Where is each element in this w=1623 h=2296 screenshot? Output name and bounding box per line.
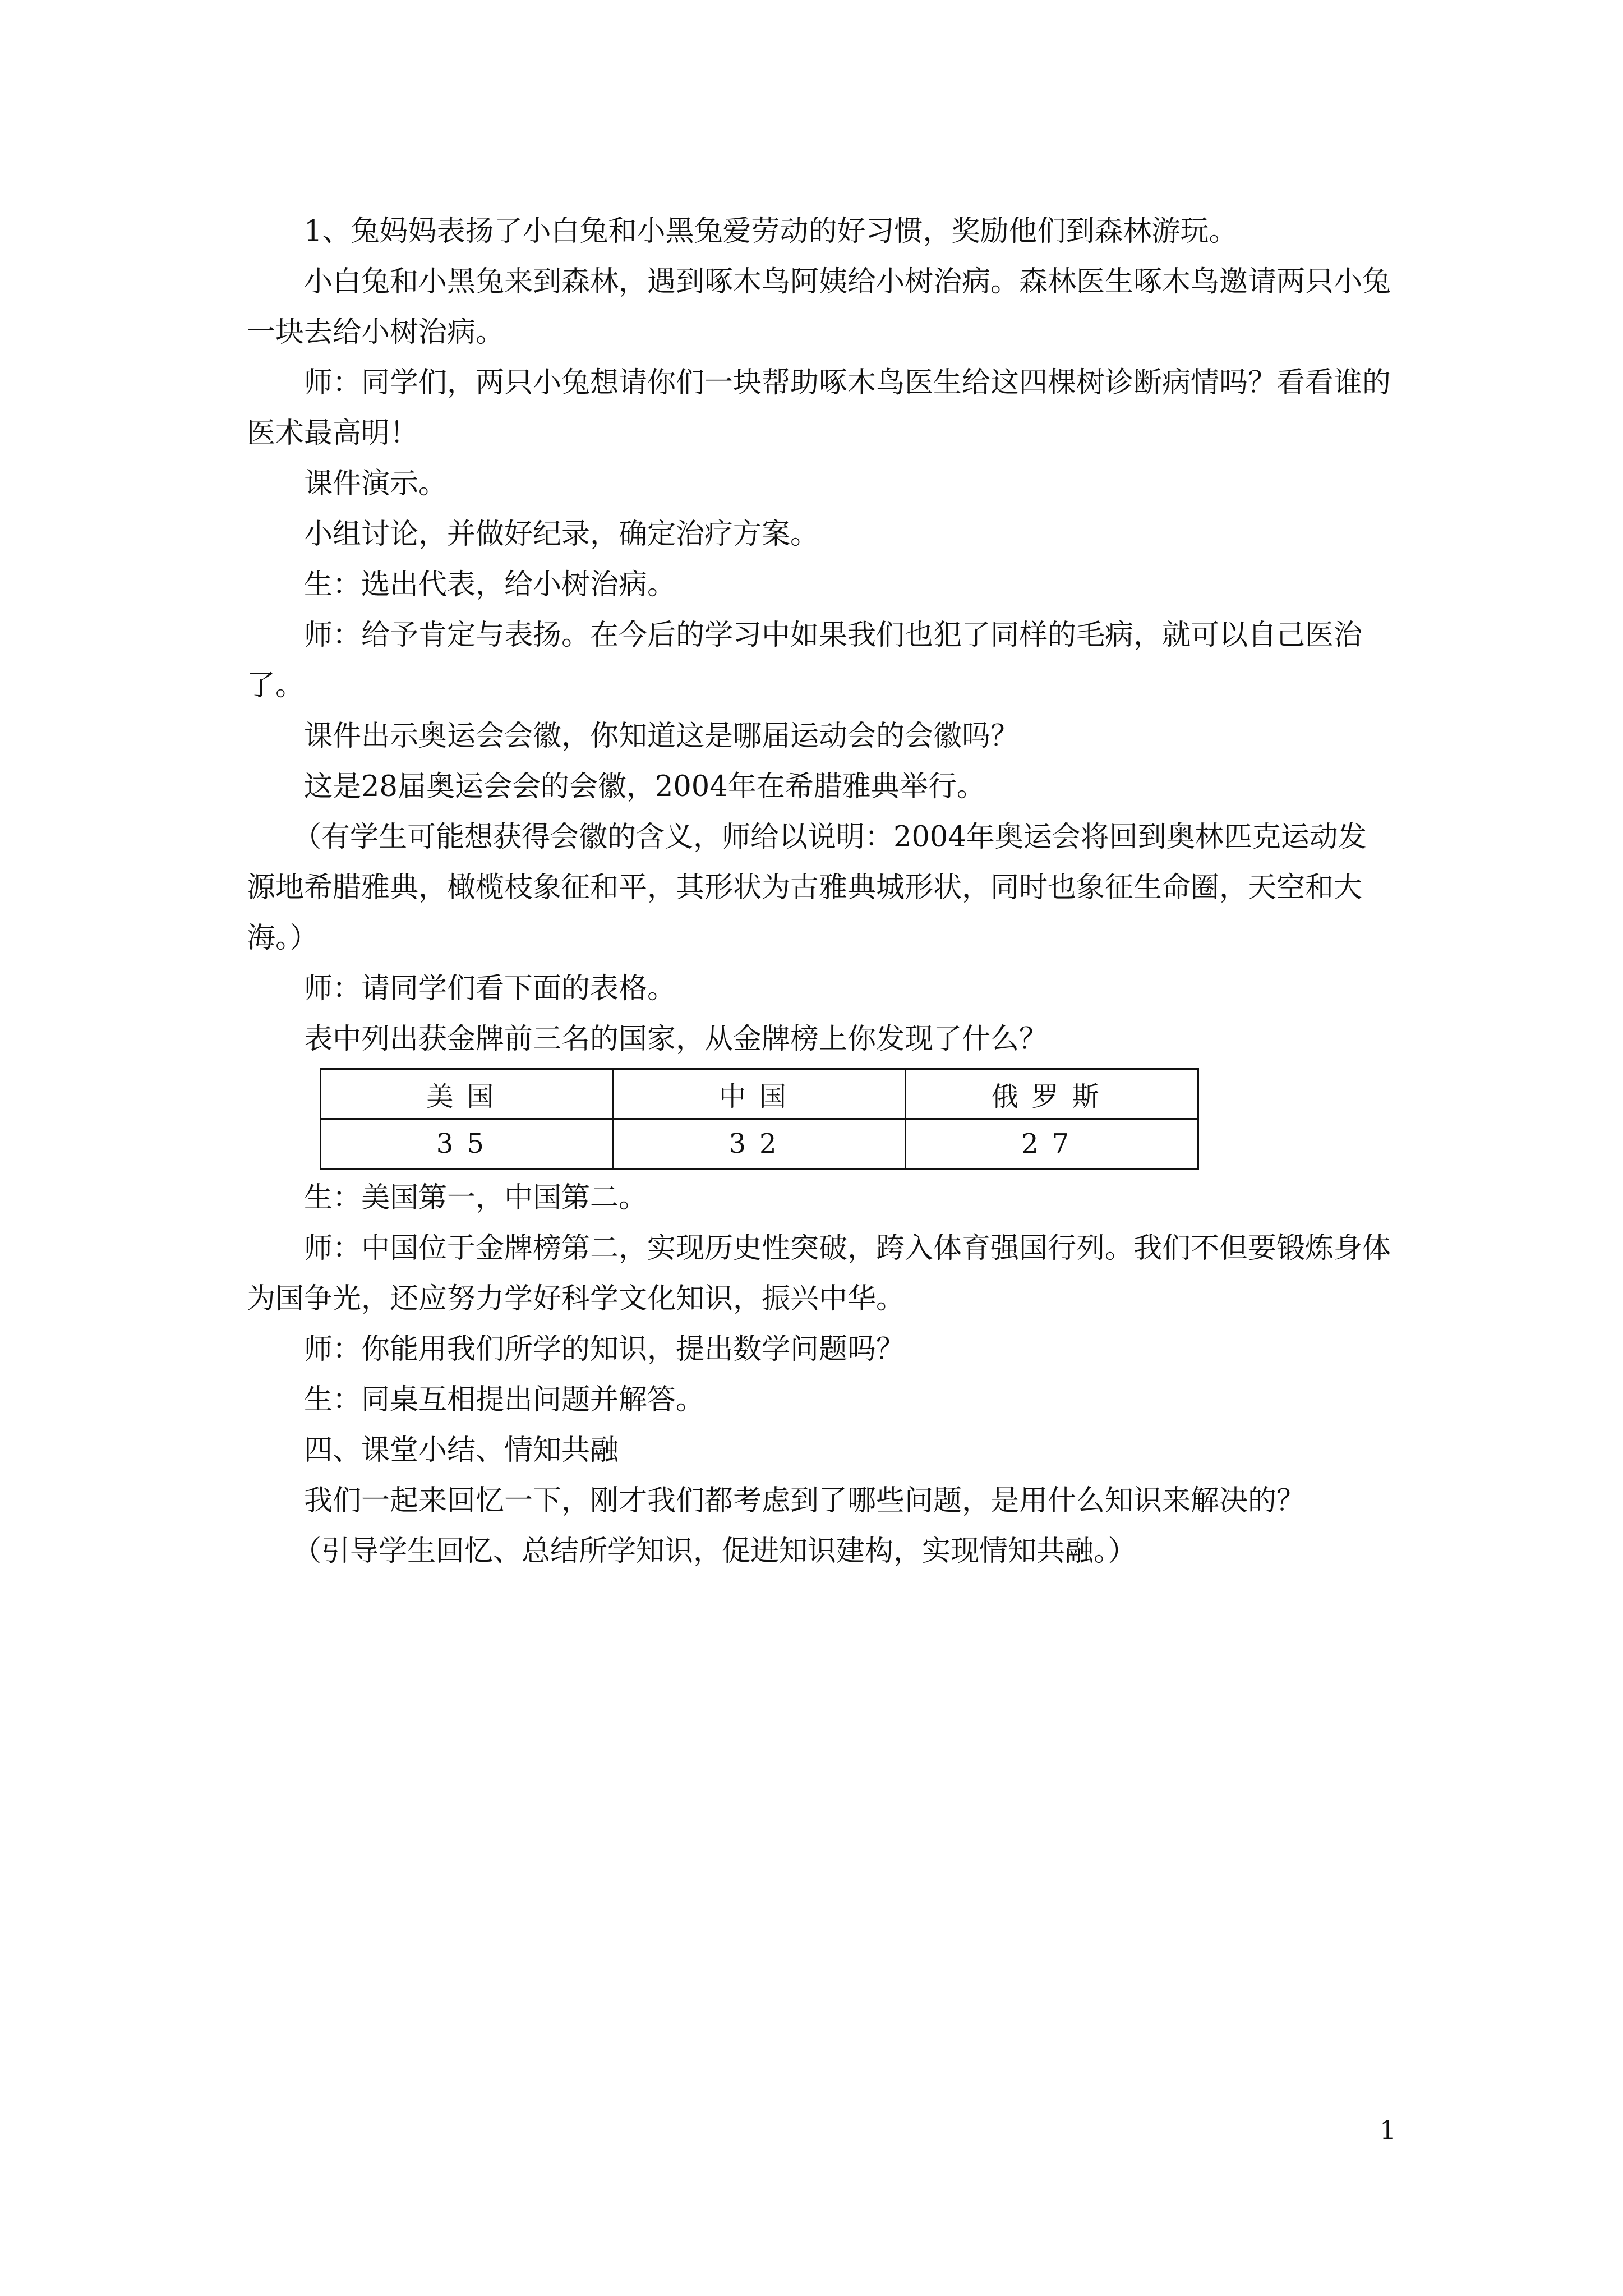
paragraph: 我们一起来回忆一下，刚才我们都考虑到了哪些问题，是用什么知识来解决的？: [304, 1484, 1306, 1517]
table-cell-country: 美国: [321, 1069, 614, 1119]
table-cell-gold-count: 32: [613, 1119, 906, 1169]
document-body: [247, 206, 1391, 1577]
medal-table: [320, 1068, 1199, 1170]
paragraph: 1、兔妈妈表扬了小白兔和小黑兔爱劳动的好习惯，奖励他们到森林游玩。: [304, 215, 1238, 248]
paragraph: 小白兔和小黑兔来到森林，遇到啄木鸟阿姨给小树治病。森林医生啄木鸟邀请两只小兔一块去给小树治病。: [247, 265, 1391, 349]
paragraph: 小组讨论，并做好纪录，确定治疗方案。: [304, 518, 819, 551]
table-cell-country: 中国: [613, 1069, 906, 1119]
paragraph: 师：同学们，两只小兔想请你们一块帮助啄木鸟医生给这四棵树诊断病情吗？看看谁的医术最高明！: [247, 366, 1391, 450]
paragraph: （引导学生回忆、总结所学知识，促进知识建构，实现情知共融。）: [293, 1535, 1137, 1568]
table-header-row: [321, 1069, 1198, 1119]
table-row: [321, 1119, 1198, 1169]
paragraph: 表中列出获金牌前三名的国家，从金牌榜上你发现了什么？: [304, 1023, 1048, 1056]
paragraph: 师：给予肯定与表扬。在今后的学习中如果我们也犯了同样的毛病，就可以自己医治了。: [247, 619, 1363, 702]
paragraph: 这是28届奥运会会的会徽，2004年在希腊雅典举行。: [304, 770, 985, 803]
paragraph: 师：你能用我们所学的知识，提出数学问题吗？: [304, 1333, 905, 1366]
section-heading: 四、课堂小结、情知共融: [304, 1434, 619, 1467]
paragraph: 课件出示奥运会会徽，你知道这是哪届运动会的会徽吗？: [304, 720, 1020, 753]
table-cell-gold-count: 27: [906, 1119, 1198, 1169]
table-cell-gold-count: 35: [321, 1119, 614, 1169]
paragraph: 生：同桌互相提出问题并解答。: [304, 1383, 705, 1416]
paragraph: （有学生可能想获得会徽的含义，师给以说明：2004年奥运会将回到奥林匹克运动发源地希腊雅典，橄榄枝象征和平，其形状为古雅典城形状，同时也象征生命圈，天空和大海。）: [247, 821, 1367, 955]
paragraph: 生：选出代表，给小树治病。: [304, 568, 676, 601]
paragraph: 师：请同学们看下面的表格。: [304, 972, 676, 1005]
table-cell-country: 俄罗斯: [906, 1069, 1198, 1119]
paragraph: 师：中国位于金牌榜第二，实现历史性突破，跨入体育强国行列。我们不但要锻炼身体为国争光，还应努力学好科学文化知识，振兴中华。: [247, 1232, 1391, 1315]
paragraph: 生：美国第一，中国第二。: [304, 1181, 648, 1214]
page-number: 1: [1380, 2115, 1396, 2145]
paragraph: 课件演示。: [304, 467, 448, 500]
